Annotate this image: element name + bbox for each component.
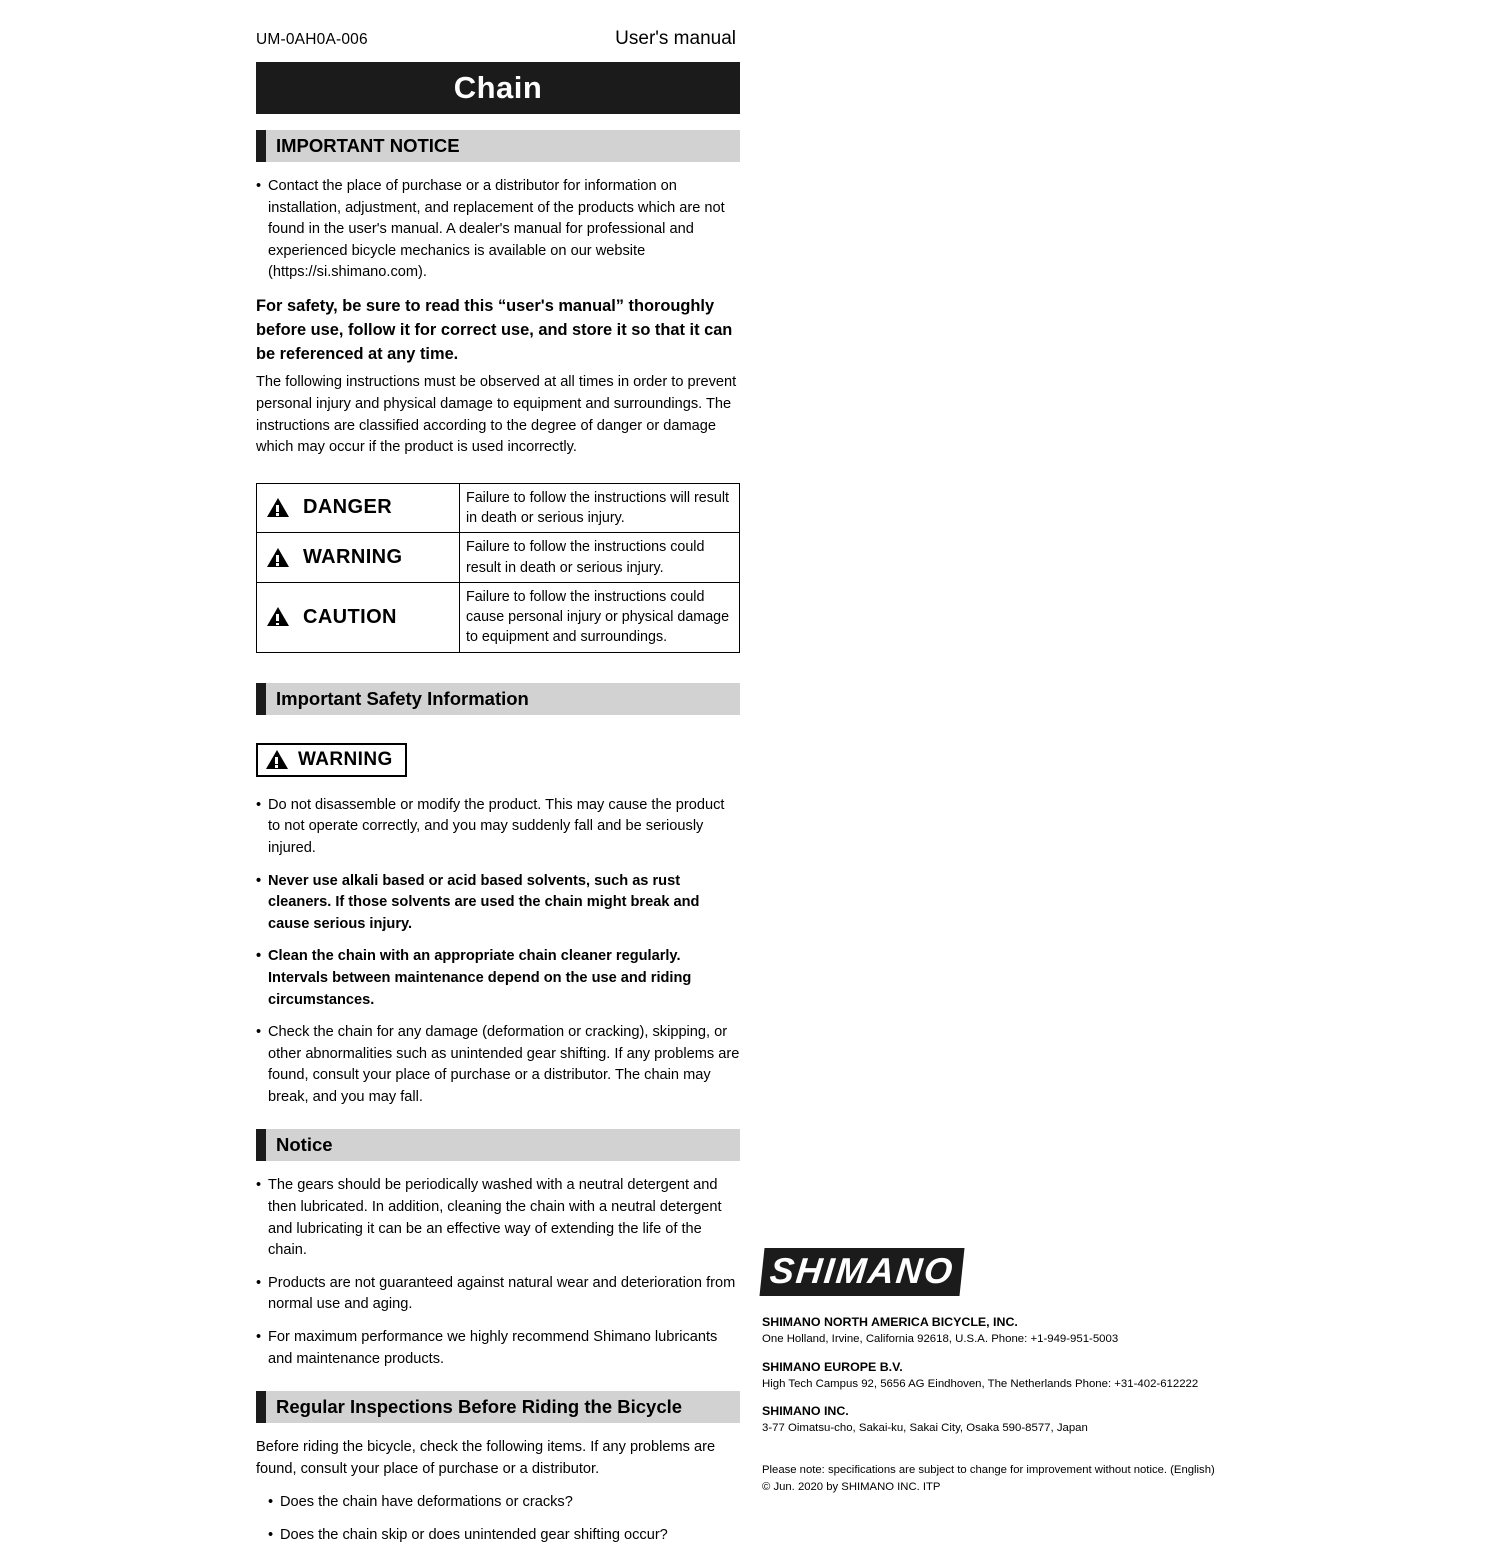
- page-title: Chain: [453, 70, 543, 105]
- notice-bullets: [256, 1175, 740, 1370]
- warning-badge: [256, 743, 407, 777]
- document-header: [256, 28, 740, 50]
- warning-triangle-icon: [267, 607, 289, 627]
- hazard-label-danger: [257, 483, 460, 533]
- company-address: One Holland, Irvine, California 92618, U.S.A. Phone: +1-949-951-5003: [762, 1333, 1119, 1346]
- safety-lead-text: For safety, be sure to read this “user's manual” thoroughly before use, follow it for correct use, and store it so that it can be referenced at any time.: [256, 296, 733, 363]
- document-code: UM-0AH0A-006: [256, 31, 368, 48]
- hazard-word: WARNING: [303, 546, 403, 569]
- section-header-safety-information: [256, 683, 740, 715]
- hazard-level-table: [256, 483, 740, 653]
- company-address: 3-77 Oimatsu-cho, Sakai-ku, Sakai City, Osaka 590-8577, Japan: [762, 1422, 1088, 1435]
- warning-triangle-icon: [267, 548, 289, 568]
- hazard-desc: Failure to follow the instructions could result in death or serious injury.: [460, 533, 740, 583]
- section-title-inspections: Regular Inspections Before Riding the Bicycle: [276, 1396, 683, 1418]
- warning-badge-label: WARNING: [298, 748, 393, 770]
- warning-triangle-icon: [266, 750, 288, 770]
- document-type: User's manual: [615, 28, 736, 49]
- hazard-label-warning: [257, 533, 460, 583]
- warning-triangle-icon: [267, 498, 289, 518]
- hazard-desc: Failure to follow the instructions could cause personal injury or physical damage to equipment and surroundings.: [460, 582, 740, 652]
- list-item: • Never use alkali based or acid based solvents, such as rust cleaners. If those solvents are used the chain might break and cause serious injury.: [256, 871, 740, 936]
- company-name: SHIMANO EUROPE B.V.: [762, 1359, 903, 1374]
- hazard-label-caution: [257, 582, 460, 652]
- main-column: [256, 28, 740, 1558]
- address-block: [762, 1314, 1242, 1348]
- list-item: • Do not disassemble or modify the product. This may cause the product to not operate correctly, and you may suddenly fall and be seriously injured.: [256, 795, 740, 860]
- list-item: • Does the chain skip or does unintended gear shifting occur?: [268, 1525, 740, 1547]
- company-address: High Tech Campus 92, 5656 AG Eindhoven, The Netherlands Phone: +31-402-612222: [762, 1377, 1199, 1390]
- list-item: • The gears should be periodically washed with a neutral detergent and then lubricated. In addition, cleaning the chain with a neutral detergent and lubricating it can be an effective way of extending the life of the chain.: [256, 1175, 740, 1261]
- section-title-notice: Notice: [276, 1134, 333, 1156]
- hazard-desc: Failure to follow the instructions will result in death or serious injury.: [460, 483, 740, 533]
- legal-line-2: © Jun. 2020 by SHIMANO INC. ITP: [762, 1480, 941, 1493]
- footer-column: [762, 1248, 1242, 1497]
- list-item: • Check the chain for any damage (deformation or cracking), skipping, or other abnormalities such as unintended gear shifting. If any problems are found, consult your place of purchase or a distributor. The chain may break, and you may fall.: [256, 1022, 740, 1108]
- title-bar: [256, 62, 740, 114]
- shimano-logo: SHIMANO: [759, 1248, 964, 1296]
- legal-notice: [762, 1463, 1242, 1496]
- inspections-body: Before riding the bicycle, check the following items. If any problems are found, consult your place of purchase or a distributor.: [256, 1439, 716, 1477]
- table-row: [257, 533, 740, 583]
- address-block: [762, 1359, 1242, 1393]
- legal-line-1: Please note: specifications are subject to change for improvement without notice. (English): [762, 1463, 1215, 1476]
- list-item: • For maximum performance we highly recommend Shimano lubricants and maintenance products.: [256, 1327, 740, 1370]
- list-item: • Clean the chain with an appropriate chain cleaner regularly. Intervals between maintenance depend on the use and riding circumstances.: [256, 946, 740, 1011]
- section-header-inspections: [256, 1391, 740, 1423]
- company-name: SHIMANO NORTH AMERICA BICYCLE, INC.: [762, 1315, 1018, 1329]
- inspections-bullets: [256, 1492, 740, 1546]
- address-block: [762, 1403, 1242, 1437]
- hazard-word: DANGER: [303, 496, 393, 519]
- table-row: [257, 582, 740, 652]
- list-item: • Products are not guaranteed against natural wear and deterioration from normal use and aging.: [256, 1273, 740, 1316]
- important-notice-bullets: [256, 176, 740, 284]
- section-title-safety-information: Important Safety Information: [276, 687, 529, 709]
- table-row: [257, 483, 740, 533]
- safety-warning-bullets: [256, 795, 740, 1109]
- hazard-word: CAUTION: [303, 605, 397, 628]
- list-item: • Contact the place of purchase or a distributor for information on installation, adjustment, and replacement of the products which are not found in the user's manual. A dealer's manual for professional and experienced bicycle mechanics is available on our website (https://si.shimano.com).: [256, 176, 740, 284]
- section-title-important-notice: IMPORTANT NOTICE: [276, 135, 460, 156]
- section-header-notice: [256, 1129, 740, 1161]
- section-header-important-notice: [256, 130, 740, 162]
- list-item: • Does the chain have deformations or cracks?: [268, 1492, 740, 1514]
- company-name: SHIMANO INC.: [762, 1404, 849, 1419]
- important-notice-body: The following instructions must be observed at all times in order to prevent personal injury and physical damage to equipment and surroundings. The instructions are classified according to the degree of danger or damage which may occur if the product is used incorrectly.: [256, 374, 737, 456]
